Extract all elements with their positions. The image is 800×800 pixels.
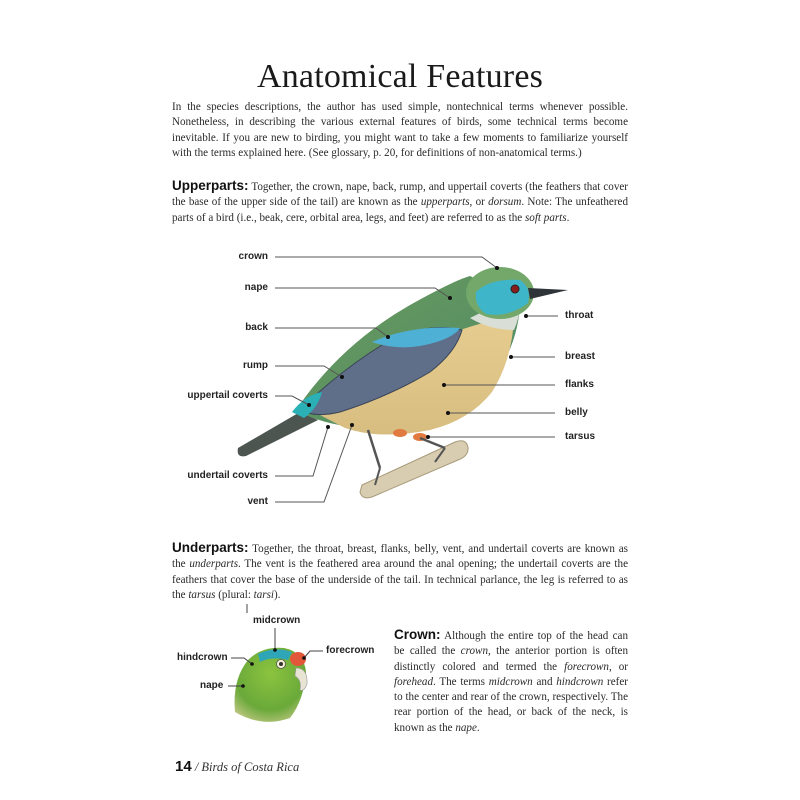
text: , or	[469, 196, 489, 209]
text: ).	[274, 588, 281, 601]
text: Together, the throat, breast, flanks, belly, vent, and undertail coverts are known as the	[172, 543, 628, 571]
text: Together, the crown, nape, back, rump, and uppertail coverts (the feathers that cover the base of the upper side of the tail) are known as the	[172, 181, 628, 209]
intro-paragraph: In the species descriptions, the author has used simple, nontechnical terms whenever possible. Nonetheless, in describing the various external features of birds, some technical terms become inevitable. If you are new to birding, you might want to take a few moments to familiarize yourself with the terms explained here. (See glossary, p. 20, for definitions of non-anatomical terms.)	[172, 101, 628, 159]
crown-heading: Crown:	[394, 627, 441, 642]
term: nape	[455, 721, 477, 734]
label-forecrown: forecrown	[326, 645, 375, 656]
term: forehead	[394, 675, 434, 688]
tail	[238, 412, 318, 456]
label-flanks: flanks	[565, 379, 594, 390]
term: upperparts	[420, 196, 470, 209]
label-undertail-coverts: undertail coverts	[187, 470, 268, 481]
page-number: 14	[175, 758, 192, 775]
crown-paragraph	[394, 627, 628, 736]
label-rump: rump	[243, 360, 268, 371]
text: .	[566, 211, 570, 224]
label-belly: belly	[565, 407, 588, 418]
label-hindcrown: hindcrown	[177, 652, 228, 663]
label-breast: breast	[565, 351, 596, 362]
term: tarsus	[188, 588, 216, 601]
text: .	[476, 721, 480, 734]
bird-beak	[528, 288, 568, 299]
book-title: / Birds of Costa Rica	[191, 760, 300, 774]
underparts-heading: Underparts:	[172, 540, 249, 555]
term: dorsum	[488, 196, 522, 209]
text: . Note: The unfeathered parts of a bird (i.e., beak, cere, orbital area, legs, and feet) are referred to as the	[172, 196, 628, 224]
page-footer	[175, 758, 299, 776]
label-nape: nape	[244, 282, 268, 293]
label-vent: vent	[247, 496, 268, 507]
term: tarsi	[253, 588, 275, 601]
text: refer to the center and rear of the crown, respectively. The rear portion of the head, or back of the neck, is known as the	[394, 675, 628, 734]
term: forecrown	[564, 660, 609, 673]
term: midcrown	[488, 675, 533, 688]
page-title: Anatomical Features	[256, 58, 544, 95]
label-midcrown: midcrown	[253, 615, 301, 626]
term: underparts	[189, 558, 239, 571]
upperparts-heading: Upperparts:	[172, 178, 249, 193]
underparts-paragraph	[172, 540, 628, 603]
text: , the anterior portion is often distinctly colored and termed the	[394, 645, 628, 673]
label-tarsus: tarsus	[565, 431, 596, 442]
text: Although the entire top of the head can be called the	[394, 630, 628, 658]
branch	[360, 441, 468, 498]
parrot-pupil	[279, 662, 283, 666]
label-back: back	[245, 322, 268, 333]
label-parrot-nape: nape	[200, 680, 224, 691]
text: (plural:	[215, 588, 254, 601]
text: . The terms	[433, 675, 489, 688]
bird-eye	[511, 285, 519, 293]
label-uppertail-coverts: uppertail coverts	[187, 390, 268, 401]
term: hindcrown	[556, 675, 604, 688]
term: soft parts	[524, 211, 567, 224]
label-crown: crown	[238, 251, 268, 262]
text: and	[532, 675, 557, 688]
text: , or	[608, 660, 628, 673]
text: . The vent is the feathered area around the anal opening; the undertail coverts are the feathers that cover the base of the underside of the tail. In technical parlance, the leg is referred to as the	[172, 558, 628, 601]
term: crown	[460, 645, 488, 658]
label-throat: throat	[565, 310, 594, 321]
